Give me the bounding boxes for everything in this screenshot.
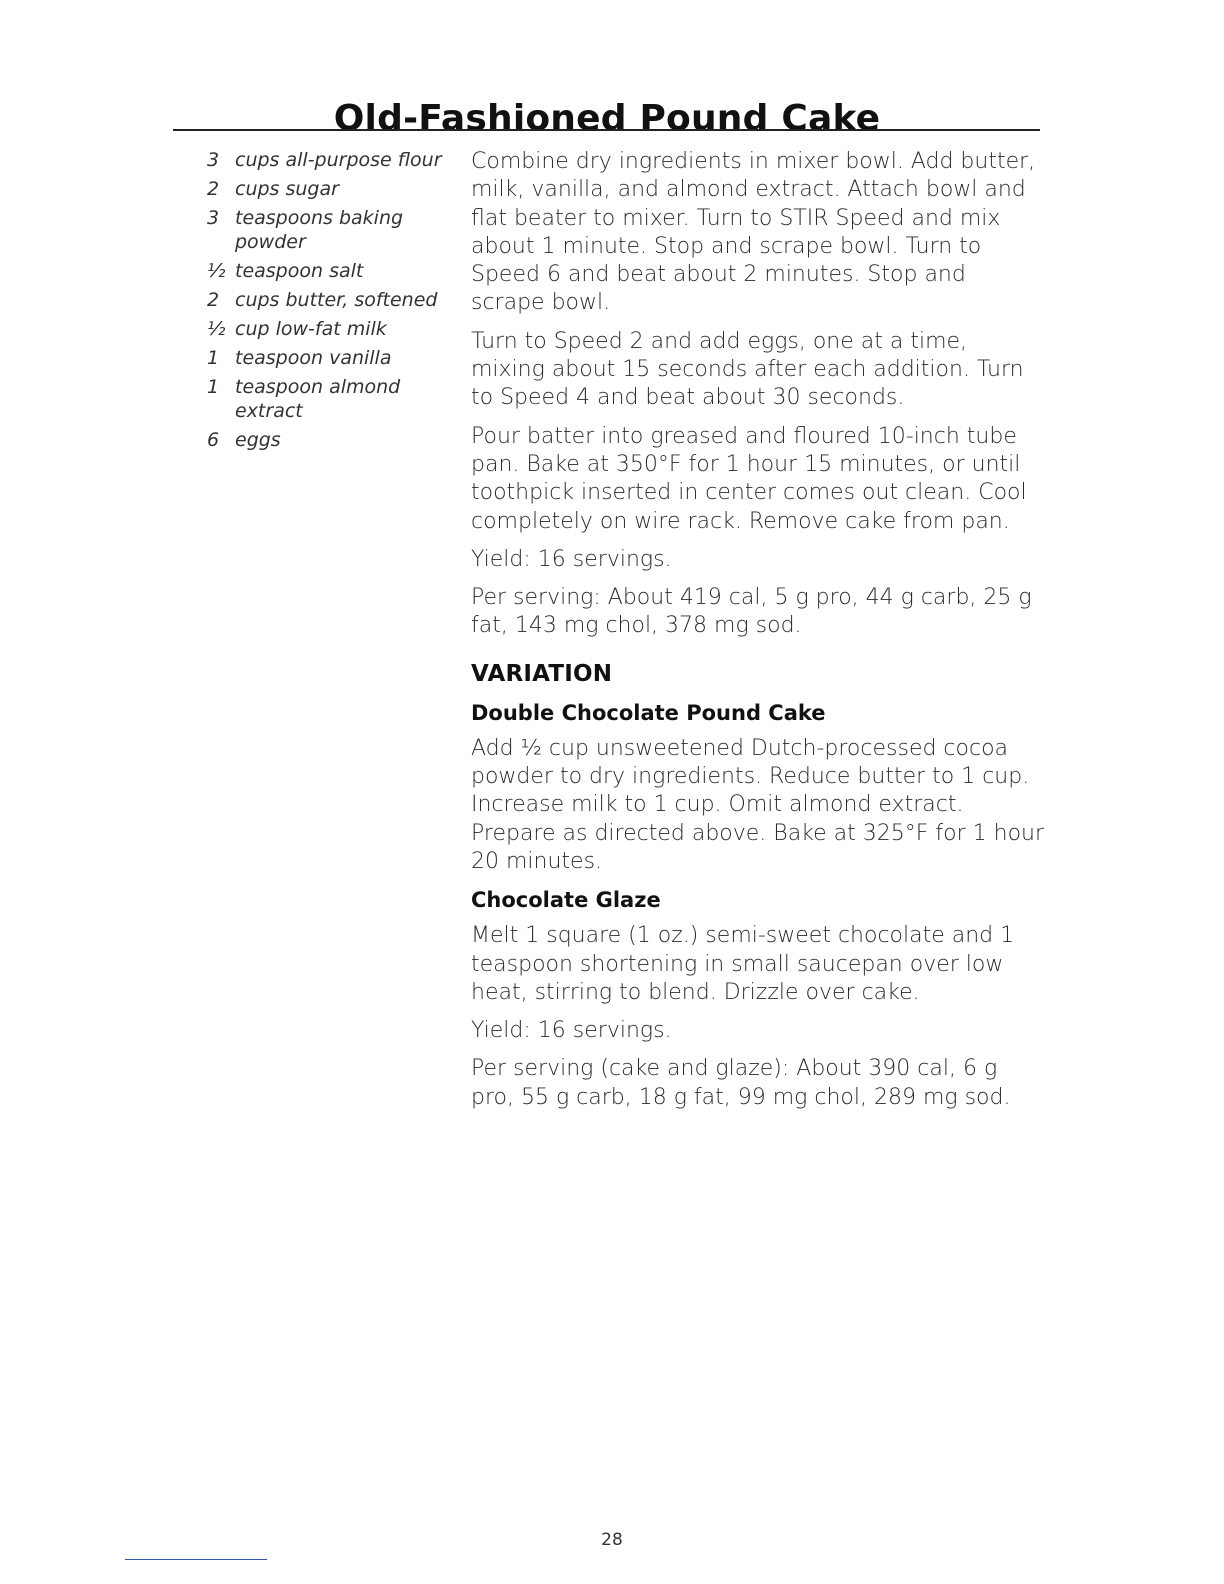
double-chocolate-heading: Double Chocolate Pound Cake <box>471 700 826 725</box>
double-chocolate-text: Add ½ cup unsweetened Dutch-processed cocoa powder to dry ingredients. Reduce butter to 1 cup. Increase milk to 1 cup. Omit almond extract. Prepare as directed above. Bake at 325°F for 1 hour 20 minutes. <box>471 735 1045 874</box>
ingredient-list <box>200 148 460 457</box>
ingredient-desc: teaspoon salt <box>235 260 364 282</box>
ingredient-qty: 2 <box>207 289 220 311</box>
ingredient-desc: cups butter, softened <box>235 289 438 311</box>
ingredient-desc: teaspoon almond extract <box>235 376 401 422</box>
ingredient-desc: cup low-fat milk <box>235 318 387 340</box>
ingredient-item <box>200 288 460 312</box>
ingredient-desc: eggs <box>235 429 281 451</box>
instruction-baking: Pour batter into greased and floured 10-inch tube pan. Bake at 350°F for 1 hour 15 minutes, or until toothpick inserted in center comes out clean. Cool completely on wire rack. Remove cake from pan. <box>471 423 1027 534</box>
glaze-yield-text: Yield: 16 servings. <box>471 1018 672 1044</box>
instruction-eggs: Turn to Speed 2 and add eggs, one at a time, mixing about 15 seconds after each addition. Turn to Speed 4 and beat about 30 seconds. <box>471 328 1024 411</box>
ingredient-item <box>200 259 460 283</box>
chocolate-glaze-heading: Chocolate Glaze <box>471 888 661 913</box>
ingredient-item <box>200 346 460 370</box>
ingredient-desc: teaspoon vanilla <box>235 347 392 369</box>
ingredient-qty: ½ <box>207 318 226 340</box>
ingredient-qty: 1 <box>207 347 220 369</box>
chocolate-glaze-text: Melt 1 square (1 oz.) semi-sweet chocolate and 1 teaspoon shortening in small saucepan over low heat, stirring to blend. Drizzle over cake. <box>471 923 1015 1005</box>
ingredient-item <box>200 375 460 423</box>
glaze-nutrition-text: Per serving (cake and glaze): About 390 cal, 6 g pro, 55 g carb, 18 g fat, 99 mg chol, 289 mg sod. <box>471 1056 1011 1110</box>
ingredient-desc: teaspoons baking powder <box>235 207 404 253</box>
page-title: Old-Fashioned Pound Cake <box>333 98 881 140</box>
yield-text: Yield: 16 servings. <box>471 546 672 572</box>
recipe-content <box>471 148 1046 1122</box>
nutrition-text: Per serving: About 419 cal, 5 g pro, 44 g carb, 25 g fat, 143 mg chol, 378 mg sod. <box>471 585 1032 639</box>
instruction-mixing: Combine dry ingredients in mixer bowl. Add butter, milk, vanilla, and almond extract. Attach bowl and flat beater to mixer. Turn to STIR Speed and mix about 1 minute. Stop and scrape bowl. Turn to Speed 6 and beat about 2 minutes. Stop and scrape bowl. <box>471 149 1036 316</box>
variation-heading: VARIATION <box>471 660 613 687</box>
ingredient-item <box>200 428 460 452</box>
ingredient-qty: 3 <box>207 207 220 229</box>
ingredient-qty: ½ <box>207 260 226 282</box>
footer-mark <box>125 1559 267 1560</box>
ingredient-qty: 6 <box>207 429 220 451</box>
ingredient-qty: 1 <box>207 376 220 398</box>
ingredient-desc: cups all-purpose flour <box>235 149 442 171</box>
ingredient-qty: 3 <box>207 149 220 171</box>
title-divider <box>173 129 1040 131</box>
ingredient-qty: 2 <box>207 178 220 200</box>
ingredient-desc: cups sugar <box>235 178 339 200</box>
ingredient-item <box>200 148 460 172</box>
page-number: 28 <box>601 1530 623 1550</box>
ingredient-item <box>200 317 460 341</box>
ingredient-item <box>200 177 460 201</box>
ingredient-item <box>200 206 460 254</box>
